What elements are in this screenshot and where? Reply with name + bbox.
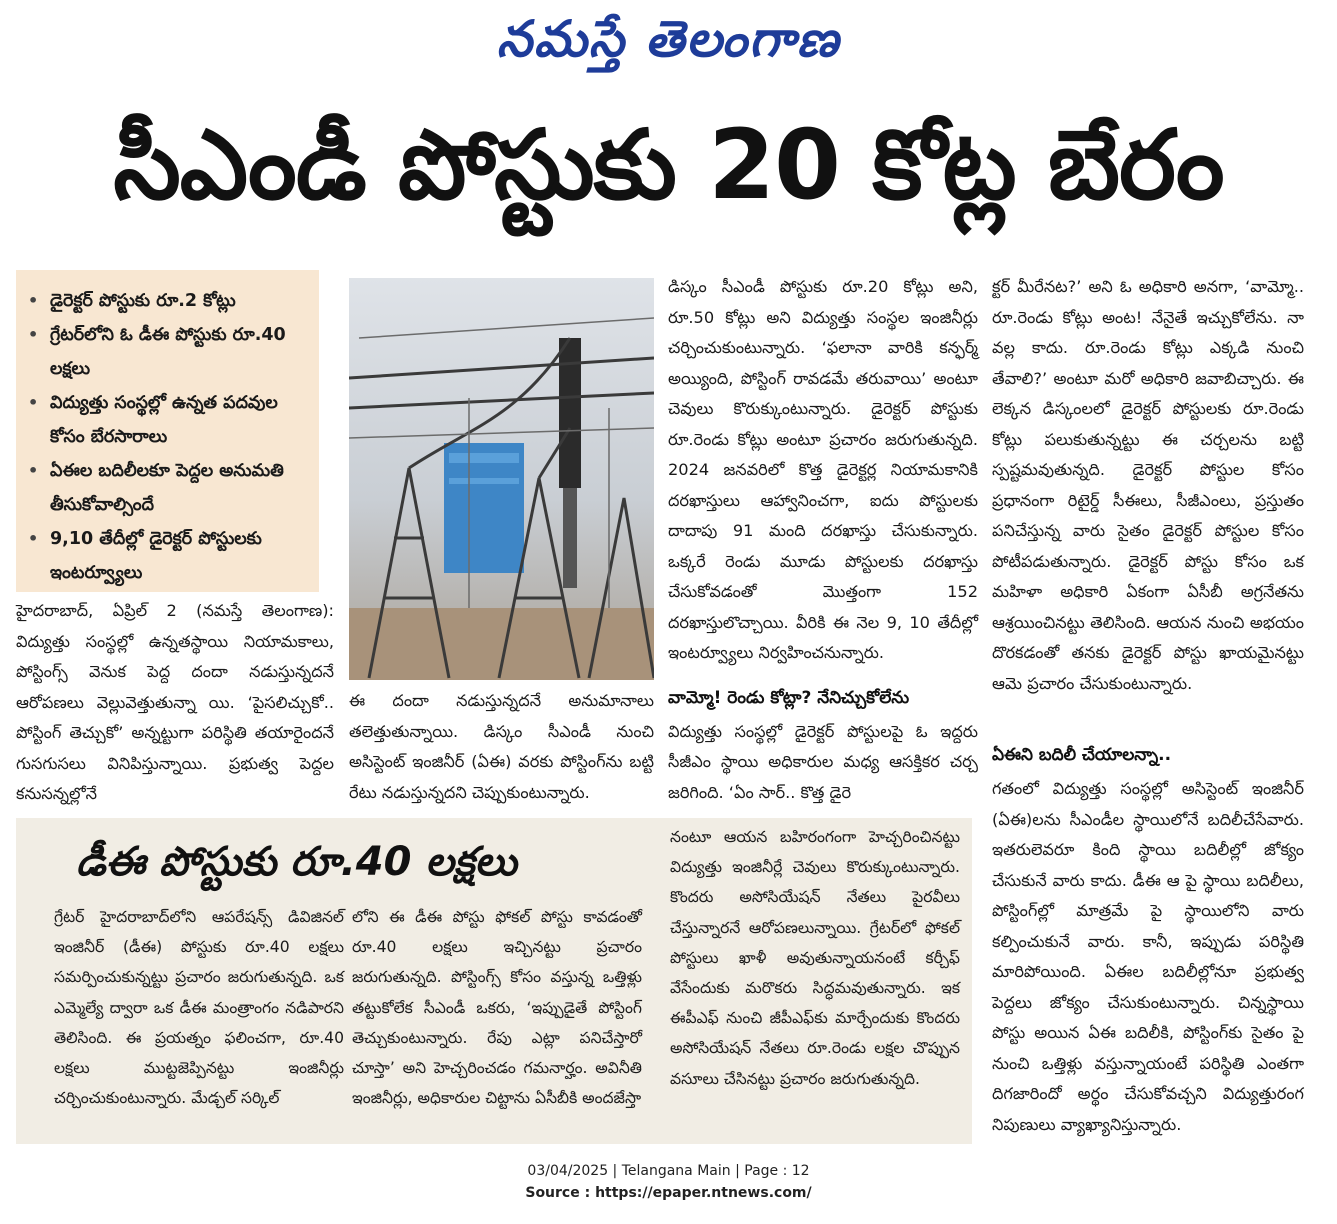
column-4-text: క్టర్ మీరేనట?’ అని ఓ అధికారి అనగా, ‘వామ్మో.. రూ.రెండు కోట్లు అంట! నేనైతే ఇచ్చుకోలేను. నా వల్ల కాదు. రూ.రెండు కోట్లు ఎక్కడి నుంచి తేవాలి?’ అంటూ మరో అధికారి జవాబిచ్చారు. ఈ లెక్కన డిస్కంలలో డైరెక్టర్ పోస్టులకు రూ.రెండు కోట్లు పలుకుతున్నట్టు ఈ చర్చలను బట్టి స్పష్టమవుతున్నది. డైరెక్టర్ పోస్టుల కోసం ప్రధానంగా రిటైర్డ్ సీఈలు, సీజీఎంలు, ప్రస్తుతం పనిచేస్తున్న వారు సైతం డైరెక్టర్ పోస్టుల కోసం పోటీపడుతున్నారు. డైరెక్టర్ పోస్టు కోసం ఒక మహిళా అధికారి ఏకంగా ఏసీబీ అగ్రనేతను ఆశ్రయించినట్టు తెలిసింది. ఆయన నుంచి అభయం దొరకడంతో తనకు డైరెక్టర్ పోస్టు ఖాయమైనట్టు ఆమె ప్రచారం చేసుకుంటున్నారు. [992, 277, 1304, 693]
box-heading: డీఈ పోస్టుకు రూ.40 లక్షలు [76, 839, 517, 885]
bullet-icon: • [28, 529, 39, 548]
column-4-lower-text: గతంలో విద్యుత్తు సంస్థల్లో అసిస్టెంట్ ఇంజినీర్ (ఏఈ)లను సీఎండీల స్థాయిలోనే బదిలీచేసేవారు. ఇతరులెవరూ కింది స్థాయి బదిలీల్లో జోక్యం చేసుకునే వారు కాదు. డీఈ ఆ పై స్థాయి బదిలీలు, పోస్టింగ్‌ల్లో మాత్రమే పై స్థాయిలోని వారు కల్పించుకునే వారు. కానీ, ఇప్పుడు పరిస్థితి మారిపోయింది. ఏఈల బదిలీల్లోనూ ప్రభుత్వ పెద్దలు జోక్యం చేసుకుంటున్నారు. చిన్నస్థాయి పోస్టు అయిన ఏఈ బదిలీకి, పోస్టింగ్‌కు సైతం పై నుంచి ఒత్తిళ్లు వస్తున్నాయంటే పరిస్థితి ఎంతగా దిగజారిందో అర్థం చేసుకోవచ్చని విద్యుత్తురంగ నిపుణులు వ్యాఖ్యానిస్తున్నారు. [992, 779, 1304, 1134]
highlight-item: • గ్రేటర్‌లోని ఓ డీఈ పోస్టుకు రూ.40 లక్షలు [28, 318, 309, 386]
bullet-icon: • [28, 461, 39, 480]
highlight-item: • ఏఈల బదిలీలకూ పెద్దల అనుమతి తీసుకోవాల్సిందే [28, 454, 309, 522]
article-column-3 [668, 272, 978, 808]
page-footer [0, 1160, 1337, 1204]
bullet-icon: • [28, 393, 39, 412]
column-3-text-continued: విద్యుత్తు సంస్థల్లో డైరెక్టర్ పోస్టులపై ఓ ఇద్దరు సీజీఎం స్థాయి అధికారుల మధ్య ఆసక్తికర చర్చ జరిగింది. ‘ఏం సార్.. కొత్త డైరె [668, 721, 978, 802]
bullet-icon: • [28, 325, 39, 344]
subheading-ae-transfer: ఏఈని బదిలీ చేయాలన్నా.. [992, 745, 1172, 765]
highlight-item: • విద్యుత్తు సంస్థల్లో ఉన్నత పదవుల కోసం బేరసారాలు [28, 386, 309, 454]
de-post-sidebar-box [16, 818, 972, 1144]
masthead-logo: నమస్తే తెలంగాణ [496, 9, 841, 68]
article-column-4 [992, 272, 1304, 699]
article-column-2: ఈ దందా నడుస్తున్నదనే అనుమానాలు తలెత్తుతున్నాయి. డిస్కం సీఎండీ నుంచి అసిస్టెంట్ ఇంజినీర్ (ఏఈ) వరకు పోస్టింగ్‌ను బట్టి రేటు నడుస్తున్నదని చెప్పుకుంటున్నారు. [349, 691, 654, 802]
substation-illustration [349, 278, 654, 680]
highlight-item: • 9,10 తేదీల్లో డైరెక్టర్ పోస్టులకు ఇంటర్వ్యూలు [28, 522, 309, 590]
highlights-box [16, 270, 319, 592]
footer-source-link[interactable]: Source : https://epaper.ntnews.com/ [525, 1185, 812, 1201]
footer-edition-info: 03/04/2025 | Telangana Main | Page : 12 [527, 1163, 810, 1179]
substation-photo [349, 278, 654, 680]
box-column-1: గ్రేటర్ హైదరాబాద్‌లోని ఆపరేషన్స్ డివిజినల్ ఇంజినీర్ (డీఈ) పోస్టుకు రూ.40 లక్షలు సమర్పించుకున్నట్టు ప్రచారం జరుగుతున్నది. ఒక ఎమ్మెల్యే ద్వారా ఒక డీఈ మంత్రాంగం నడిపారని తెలిసింది. ఈ ప్రయత్నం ఫలించగా, రూ.40 లక్షలు ముట్టజెప్పినట్టు ఇంజినీర్లు చర్చించుకుంటున్నారు. మేడ్చల్ సర్కిల్ [54, 908, 344, 1108]
column-3-text: డిస్కం సీఎండీ పోస్టుకు రూ.20 కోట్లు అని, రూ.50 కోట్లు అని విద్యుత్తు సంస్థల ఇంజినీర్లు చర్చించుకుంటున్నారు. ‘ఫలానా వారికి కన్ఫర్మ్ అయ్యింది, పోస్టింగ్ రావడమే తరువాయి’ అంటూ చెవులు కొరుక్కుంటున్నారు. డైరెక్టర్ పోస్టుకు రూ.రెండు కోట్లు అంటూ ప్రచారం జరుగుతున్నది. 2024 జనవరిలో కొత్త డైరెక్టర్ల నియామకానికి దరఖాస్తులు ఆహ్వానించగా, ఐదు పోస్టులకు దాదాపు 91 మంది దరఖాస్తు చేసుకున్నారు. ఒక్కరే రెండు మూడు పోస్టులకు దరఖాస్తు చేసుకోవడంతో మొత్తంగా 152 దరఖాస్తులొచ్చాయి. వీరికి ఈ నెల 9, 10 తేదీల్లో ఇంటర్వ్యూలు నిర్వహించనున్నారు. [668, 277, 978, 662]
article-column-1: హైదరాబాద్, ఏప్రిల్ 2 (నమస్తే తెలంగాణ): విద్యుత్తు సంస్థల్లో ఉన్నతస్థాయి నియామకాలు, పోస్టింగ్స్ వెనుక పెద్ద దందా నడుస్తున్నదనే ఆరోపణలు వెల్లువెత్తుతున్నా యి. ‘పైసలిచ్చుకో.. పోస్టింగ్ తెచ్చుకో’ అన్నట్టుగా పరిస్థితి తయారైందనే గుసగుసలు వినిపిస్తున్నాయి. ప్రభుత్వ పెద్దల కనుసన్నల్లోనే [16, 601, 334, 803]
box-column-2: లోని ఈ డీఈ పోస్టు ఫోకల్ పోస్టు కావడంతో రూ.40 లక్షలు ఇచ్చినట్టు ప్రచారం జరుగుతున్నది. పోస్టింగ్స్ కోసం వస్తున్న ఒత్తిళ్లు తట్టుకోలేక సీఎండీ ఒకరు, ‘ఇప్పుడైతే పోస్టింగ్ తెచ్చుకుంటున్నారు. రేపు ఎట్లా పనిచేస్తారో చూస్తా’ అని హెచ్చరించడం గమనార్హం. అవినీతి ఇంజినీర్లు, అధికారుల చిట్టాను ఏసీబీకి అందజేస్తా [352, 908, 642, 1108]
bullet-icon: • [28, 291, 39, 310]
main-headline: సీఎండీ పోస్టుకు 20 కోట్ల బేరం [113, 109, 1224, 221]
highlight-item: • డైరెక్టర్ పోస్టుకు రూ.2 కోట్లు [28, 284, 309, 318]
box-column-3: నంటూ ఆయన బహిరంగంగా హెచ్చరించినట్టు విద్యుత్తు ఇంజినీర్లే చెవులు కొరుక్కుంటున్నారు. కొందరు అసోసియేషన్ నేతలు పైరవీలు చేస్తున్నారనే ఆరోపణలున్నాయి. గ్రేటర్‌లో ఫోకల్ పోస్టులు ఖాళీ అవుతున్నాయనంటే కర్చీఫ్ వేసేందుకు మరొకరు సిద్ధమవుతున్నారు. ఇక ఈపీఎఫ్ నుంచి జీపీఎఫ్‌కు మార్చేందుకు కొందరు అసోసియేషన్ నేతలు రూ.రెండు లక్షల చొప్పున వసూలు చేసినట్టు ప్రచారం జరుగుతున్నది. [670, 828, 960, 1088]
article-column-4-lower [992, 726, 1304, 1140]
subheading-two-crores: వామ్మో! రెండు కోట్లా? నేనిచ్చుకోలేను [668, 687, 910, 708]
